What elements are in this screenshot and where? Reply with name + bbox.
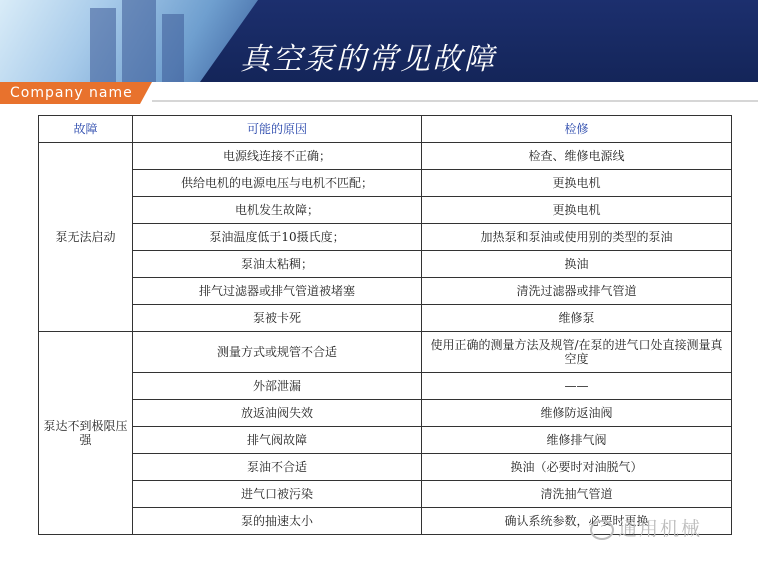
header-photo — [0, 0, 258, 82]
cause-cell: 电源线连接不正确； — [133, 143, 422, 170]
cause-cell: 供给电机的电源电压与电机不匹配； — [133, 170, 422, 197]
header-fix: 检修 — [422, 116, 732, 143]
cause-cell: 电机发生故障； — [133, 197, 422, 224]
cause-cell: 泵油太粘稠； — [133, 251, 422, 278]
table-row — [39, 278, 732, 305]
table-header-row — [39, 116, 732, 143]
header-cause: 可能的原因 — [133, 116, 422, 143]
table-row — [39, 427, 732, 454]
fix-cell: 换油（必要时对油脱气） — [422, 454, 732, 481]
company-name: Company name — [10, 85, 133, 101]
fix-cell: 清洗抽气管道 — [422, 481, 732, 508]
fix-cell: 维修泵 — [422, 305, 732, 332]
watermark-text: 通用机械 — [618, 518, 703, 540]
cause-cell: 放返油阀失效 — [133, 400, 422, 427]
table-row — [39, 400, 732, 427]
fix-cell: 清洗过滤器或排气管道 — [422, 278, 732, 305]
fault-table — [38, 115, 732, 535]
table-row — [39, 373, 732, 400]
fix-cell: 维修防返油阀 — [422, 400, 732, 427]
cause-cell: 外部泄漏 — [133, 373, 422, 400]
fix-cell: 检查、维修电源线 — [422, 143, 732, 170]
fix-cell: 确认系统参数，必要时更换 — [422, 508, 732, 535]
cause-cell: 泵的抽速太小 — [133, 508, 422, 535]
fix-cell: 维修排气阀 — [422, 427, 732, 454]
watermark — [590, 514, 702, 541]
table-row — [39, 170, 732, 197]
fix-cell: 更换电机 — [422, 197, 732, 224]
table-row — [39, 454, 732, 481]
fix-cell: 更换电机 — [422, 170, 732, 197]
cause-cell: 测量方式或规管不合适 — [133, 332, 422, 373]
page-title: 真空泵的常见故障 — [240, 42, 496, 77]
fault-cell: 泵达不到极限压强 — [39, 332, 133, 535]
table-row — [39, 251, 732, 278]
wechat-icon — [590, 520, 614, 540]
table-row — [39, 332, 732, 373]
fix-cell: —— — [422, 373, 732, 400]
header-fault: 故障 — [39, 116, 133, 143]
table-row — [39, 481, 732, 508]
table-row — [39, 197, 732, 224]
table-row — [39, 224, 732, 251]
header-divider — [152, 100, 758, 102]
fix-cell: 换油 — [422, 251, 732, 278]
cause-cell: 泵被卡死 — [133, 305, 422, 332]
table-row — [39, 305, 732, 332]
cause-cell: 排气过滤器或排气管道被堵塞 — [133, 278, 422, 305]
fix-cell: 加热泵和泵油或使用别的类型的泵油 — [422, 224, 732, 251]
cause-cell: 进气口被污染 — [133, 481, 422, 508]
fault-cell: 泵无法启动 — [39, 143, 133, 332]
table-row — [39, 143, 732, 170]
fix-cell: 使用正确的测量方法及规管/在泵的进气口处直接测量真空度 — [422, 332, 732, 373]
header-banner — [0, 0, 758, 82]
cause-cell: 泵油温度低于10摄氏度； — [133, 224, 422, 251]
cause-cell: 排气阀故障 — [133, 427, 422, 454]
cause-cell: 泵油不合适 — [133, 454, 422, 481]
